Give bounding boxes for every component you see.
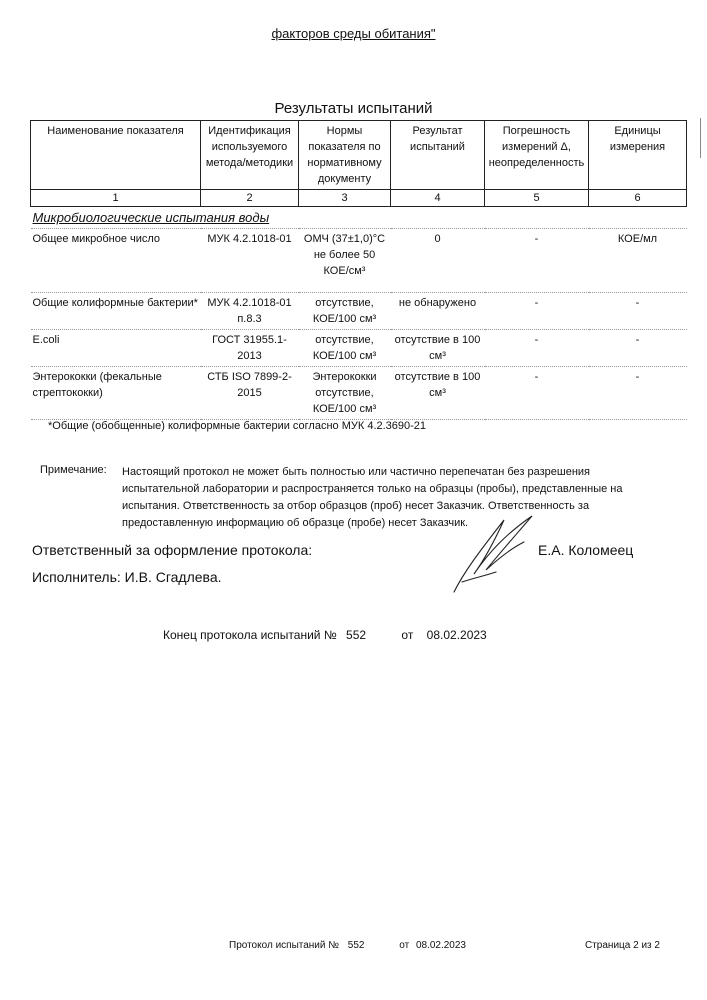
header-norm: Нормы показателя по нормативному документу [299,121,391,190]
cell-error: - [485,367,589,420]
column-number: 5 [485,190,589,207]
footer-number: 552 [347,940,365,951]
cell-method: ГОСТ 31955.1-2013 [201,330,299,367]
cell-name: Энтерококки (фекальные стрептококки) [31,367,201,420]
cell-method: МУК 4.2.1018-01 [201,229,299,293]
results-title: Результаты испытаний [274,100,433,117]
footer-page: Страница 2 из 2 [585,940,660,951]
cell-unit: - [589,330,687,367]
footnote: *Общие (обобщенные) колиформные бактерии согласно МУК 4.2.3690-21 [48,420,427,432]
cell-result: 0 [391,229,485,293]
top-header: факторов среды обитания" [271,26,436,41]
section-title: Микробиологические испытания воды [31,207,687,229]
header-unit: Единицы измерения [589,121,687,190]
table-row [31,229,687,293]
header-error: Погрешность измерений Δ, неопределенность [485,121,589,190]
footer-label: Протокол испытаний № [229,940,339,951]
table-header-row [31,121,687,190]
header-method: Идентификация используемого метода/методики [201,121,299,190]
cell-unit: - [589,367,687,420]
responsible-name: Е.А. Коломеец [538,542,634,558]
note-label: Примечание: [40,464,107,476]
column-number: 2 [201,190,299,207]
cell-result: отсутствие в 100 см³ [391,367,485,420]
cell-method: МУК 4.2.1018-01 п.8.3 [201,293,299,330]
signature-image [444,512,536,594]
column-number: 4 [391,190,485,207]
table-row [31,293,687,330]
end-line-date: 08.02.2023 [426,628,487,642]
column-number: 1 [31,190,201,207]
column-number: 3 [299,190,391,207]
cell-result: не обнаружено [391,293,485,330]
results-table [30,120,687,420]
section-row [31,207,687,229]
table-row [31,367,687,420]
cell-norm: Энтерококки отсутствие, КОЕ/100 см³ [299,367,391,420]
cell-unit: - [589,293,687,330]
cell-error: - [485,229,589,293]
cell-norm: отсутствие, КОЕ/100 см³ [299,330,391,367]
responsible-label: Ответственный за оформление протокола: [32,542,313,558]
cell-error: - [485,330,589,367]
end-line-from: от [401,628,414,642]
cell-result: отсутствие в 100 см³ [391,330,485,367]
margin-mark [700,118,701,158]
cell-norm: ОМЧ (37±1,0)°С не более 50 КОЕ/см³ [299,229,391,293]
end-line-number: 552 [346,628,367,642]
footer-from: от [399,940,410,951]
cell-name: E.coli [31,330,201,367]
header-result: Результат испытаний [391,121,485,190]
footer-protocol [229,940,466,951]
executor: Исполнитель: И.В. Сгадлева. [32,569,222,585]
cell-name: Общие колиформные бактерии* [31,293,201,330]
cell-norm: отсутствие, КОЕ/100 см³ [299,293,391,330]
footer-date: 08.02.2023 [415,940,466,951]
results-table-container [30,120,686,420]
cell-name: Общее микробное число [31,229,201,293]
end-of-protocol-line [163,628,487,642]
column-number: 6 [589,190,687,207]
note-text: Настоящий протокол не может быть полностью или частично перепечатан без разрешения испытательной лаборатории и распространяется только на образцы (пробы), представленные на испытания. Ответственность за отбор образцов (проб) несет Заказчик. Ответственность за предоставленную информацию об образце (пробе) несет Заказчик. [122,466,623,529]
cell-error: - [485,293,589,330]
end-line-label: Конец протокола испытаний № [163,628,337,642]
column-numbers-row [31,190,687,207]
table-row [31,330,687,367]
cell-method: СТБ ISO 7899-2-2015 [201,367,299,420]
header-name: Наименование показателя [31,121,201,190]
cell-unit: КОЕ/мл [589,229,687,293]
